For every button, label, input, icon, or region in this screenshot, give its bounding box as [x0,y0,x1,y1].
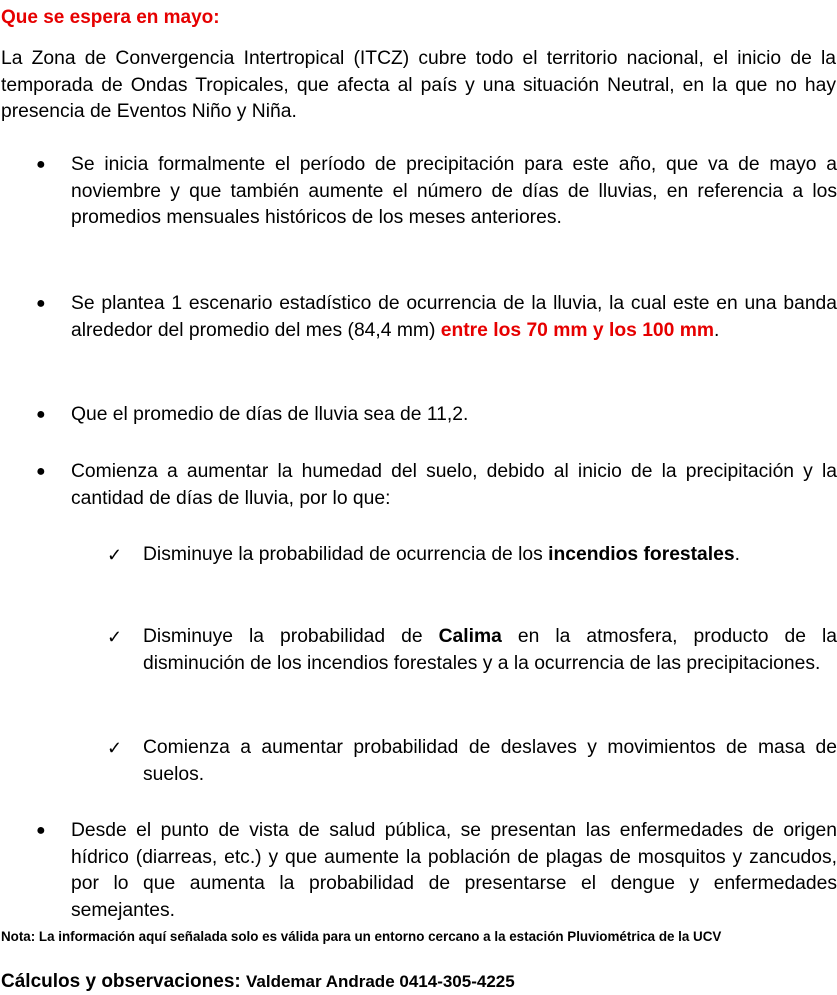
checkmark-icon: ✓ [107,738,123,758]
check-item-landslides [107,735,837,788]
bullet-text: Se inicia formalmente el período de precipitación para este año, que va de mayo a noviembre y que también aumente el número de días de lluvias, en referencia a los promedios mensuales históricos de los meses anteriores. [71,154,837,228]
bullet-item-soil-moisture [36,459,837,512]
checkmark-icon: ✓ [107,627,123,647]
check-text: Disminuye la probabilidad de [143,626,439,647]
intro-paragraph: La Zona de Convergencia Intertropical (ITCZ) cubre todo el territorio nacional, el inicio de la temporada de Ondas Tropicales, que afecta al país y una situación Neutral, en la que no hay presencia de Eventos Niño y Niña. [1,48,836,122]
bullet-item-rain-scenario [36,291,837,344]
check-item-calima [107,624,837,677]
credits-label: Cálculos y observaciones: [1,971,241,992]
rain-range-highlight: entre los 70 mm y los 100 mm [440,319,715,341]
bullet-text: Que el promedio de días de lluvia sea de 11,2. [71,404,469,425]
credits-line [1,970,515,994]
bullet-text: Se plantea 1 escenario estadístico de ocurrencia de la lluvia, la cual este en una banda alrededor del promedio del mes (84,4 mm) [71,293,837,341]
check-item-forest-fires [107,542,837,569]
bullet-text: Comienza a aumentar la humedad del suelo, debido al inicio de la precipitación y la cantidad de días de lluvia, por lo que: [71,461,837,509]
bullet-item-public-health [36,818,837,924]
calima-emphasis: Calima [438,626,502,647]
bullet-marker-icon: ● [36,463,46,480]
bullet-marker-icon: ● [36,822,46,839]
credits-contact: Valdemar Andrade 0414-305-4225 [246,972,515,991]
bullet-text-end: . [714,319,720,341]
bullet-marker-icon: ● [36,156,46,173]
check-text: Comienza a aumentar probabilidad de deslaves y movimientos de masa de suelos. [143,737,837,785]
footnote: Nota: La información aquí señalada solo es válida para un entorno cercano a la estación Pluviométrica de la UCV [1,929,722,944]
bullet-item-precipitation-period [36,152,837,232]
check-text-end: . [734,544,740,565]
check-text: Disminuye la probabilidad de ocurrencia de los [143,544,549,565]
section-title: Que se espera en mayo: [1,7,220,28]
forest-fires-emphasis: incendios forestales [548,544,735,565]
bullet-marker-icon: ● [36,406,46,423]
bullet-text: Desde el punto de vista de salud pública, se presentan las enfermedades de origen hídrico (diarreas, etc.) y que aumente la población de plagas de mosquitos y zancudos, por lo que aumenta la probabilidad de presentarse el dengue y enfermedades semejantes. [71,820,837,921]
bullet-item-rain-days [36,402,837,429]
check-text-end: en la atmosfera, producto de la disminución de los incendios forestales y a la ocurrencia de las precipitaciones. [143,626,837,674]
bullet-marker-icon: ● [36,295,46,312]
checkmark-icon: ✓ [107,545,123,565]
